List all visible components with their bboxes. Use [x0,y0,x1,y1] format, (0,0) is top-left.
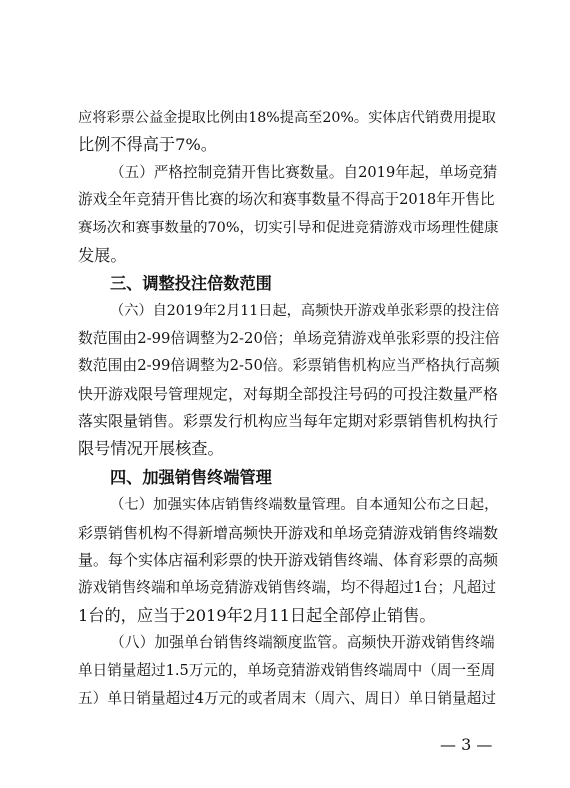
paragraph-line: 五）单日销量超过4万元的或者周末（周六、周日）单日销量超过 [78,690,496,707]
paragraph-line: （七）加强实体店销售终端数量管理。自本通知公布之日起， [110,497,499,513]
paragraph-line: 游戏全年竞猜开售比赛的场次和赛事数量不得高于2018年开售比 [78,191,495,208]
paragraph-line: 数范围由2-99倍调整为2-20倍；单场竞猜游戏单张彩票的投注倍 [78,330,500,347]
paragraph-line: 比例不得高于7%。 [78,135,217,154]
paragraph-line: （六）自2019年2月11日起，高频快开游戏单张彩票的投注倍 [110,303,500,319]
paragraph-line: 发展。 [78,246,127,265]
paragraph-line: 应将彩票公益金提取比例由18%提高至20%。实体店代销费用提取 [78,110,496,126]
paragraph-line: 彩票销售机构不得新增高频快开游戏和单场竞猜游戏销售终端数 [78,524,499,542]
paragraph-line: （八）加强单台销售终端额度监管。高频快开游戏销售终端 [110,634,495,651]
paragraph-line: 量。每个实体店福利彩票的快开游戏销售终端、体育彩票的高频 [78,551,499,569]
paragraph-line: 落实限量销售。彩票发行机构应当每年定期对彩票销售机构执行 [78,412,499,430]
paragraph-line: 单日销量超过1.5万元的，单场竞猜游戏销售终端周中（周一至周 [78,662,496,679]
paragraph-line: 赛场次和赛事数量的70%，切实引导和促进竞猜游戏市场理性健康 [78,220,499,236]
section-heading: 四、加强销售终端管理 [110,468,272,487]
paragraph-line: 游戏销售终端和单场竞猜游戏销售终端，均不得超过1台；凡超过 [78,579,496,596]
paragraph-line: 快开游戏限号管理规定，对每期全部投注号码的可投注数量严格 [78,385,499,403]
paragraph-line: （五）严格控制竞猜开售比赛数量。自2019年起，单场竞猜 [110,164,498,181]
page-number: — 3 — [440,735,493,754]
paragraph-line: 1台的，应当于2019年2月11日起全部停止销售。 [78,606,436,625]
section-heading: 三、调整投注倍数范围 [110,274,272,293]
paragraph-line: 数范围由2-99倍调整为2-50倍。彩票销售机构应当严格执行高频 [78,357,500,374]
paragraph-line: 限号情况开展核查。 [78,439,224,458]
